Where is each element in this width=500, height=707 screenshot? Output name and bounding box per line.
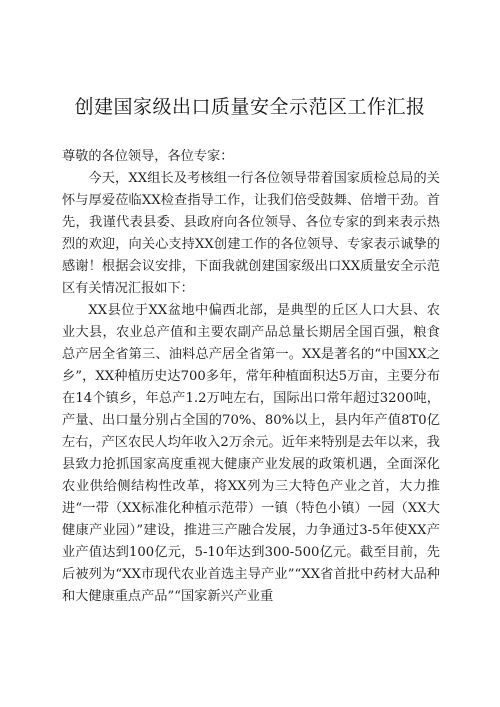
document-title: 创建国家级出口质量安全示范区工作汇报: [74, 96, 426, 118]
salutation: 尊敬的各位领导，各位专家：: [62, 149, 234, 164]
paragraph-opening: 今天，XX组长及考核组一行各位领导带着国家质检总局的关怀与厚爱莅临XX检查指导工作，让我们倍受鼓舞、倍增干劲。首先，我谨代表县委、县政府向各位领导、各位专家的到来表示热烈的欢迎，向关心支持XX创建工作的各位领导、专家表示诚挚的感谢！根据会议安排，下面我就创建国家级出口XX质量安全示范区有关情况汇报如下：: [62, 171, 440, 296]
paragraph-county-overview: XX县位于XX盆地中偏西北部，是典型的丘区人口大县、农业大县，农业总产值和主要农副产品总量长期居全国百强，粮食总产居全省第三、油料总产居全省第一。XX是著名的“中国XX之乡”，XX种植历史达700多年，常年种植面积达5万亩，主要分布在14个镇乡，年总产1.2万吨左右，国际出口常年超过3200吨，产量、出口量分别占全国的70%、80%以上，县内年产值8T0亿左右，产区农民人均年收入2万余元。近年来特别是去年以来，我县致力抢抓国家高度重视大健康产业发展的政策机遇，全面深化农业供给侧结构性改革，将XX列为三大特色产业之首，大力推进“一带（XX标准化种植示范带）一镇（特色小镇）一园（XX大健康产业园）”建设，推进三产融合发展，力争通过3-5年使XX产业产值达到100亿元，5-10年达到300-500亿元。截至目前，先后被列为“XX市现代农业首选主导产业”“XX省首批中药材大品种和大健康重点产品”“国家新兴产业重: [62, 303, 440, 604]
document-body: [62, 146, 440, 608]
